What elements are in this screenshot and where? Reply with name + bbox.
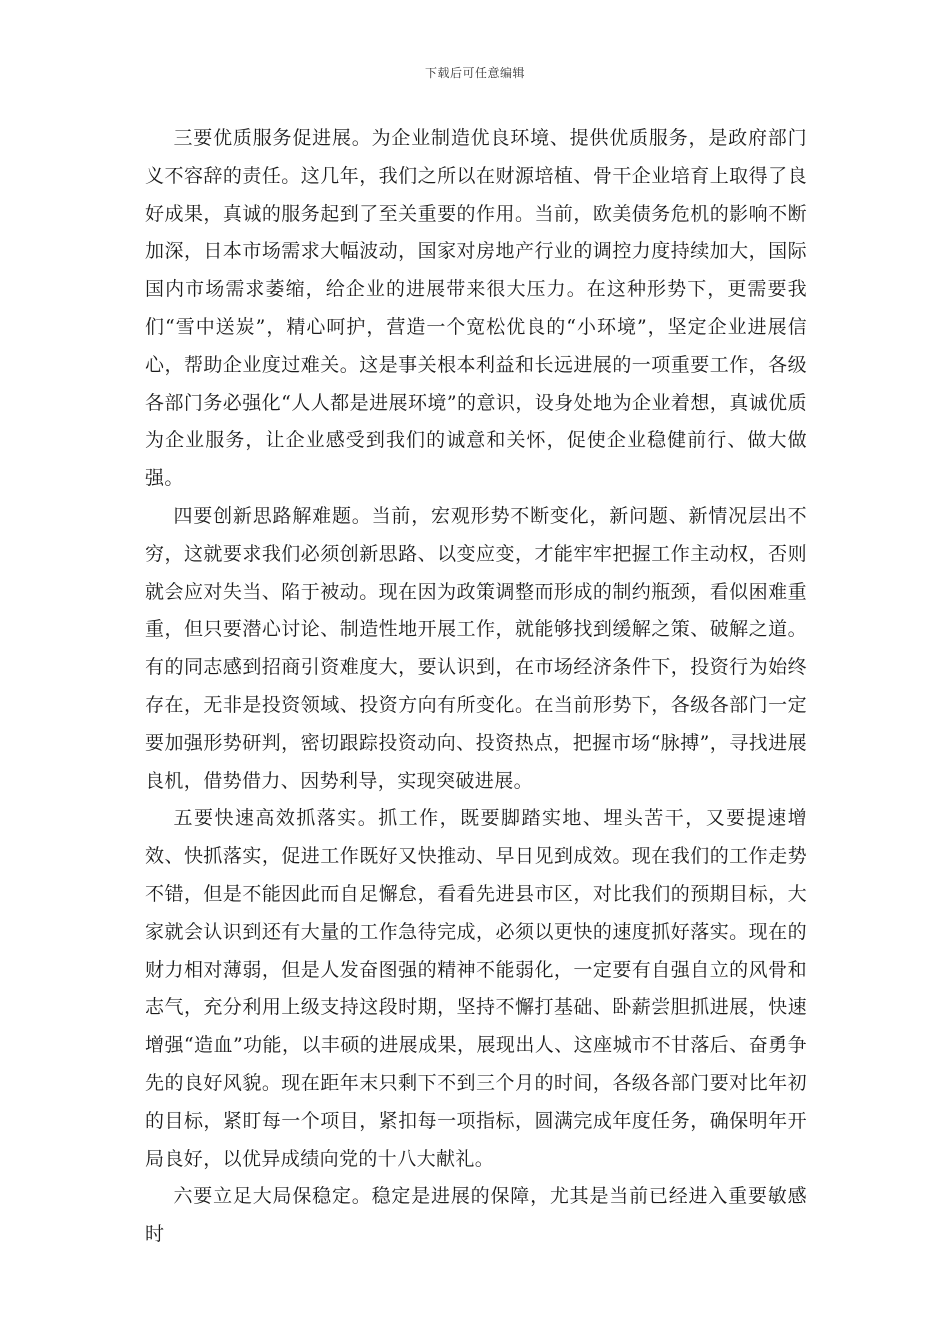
page-header-note: 下载后可任意编辑 — [424, 66, 525, 80]
paragraph-implementation: 五要快速高效抓落实。抓工作，既要脚踏实地、埋头苦干，又要提速增效、快抓落实，促进工作既好又快推动、早日见到成效。现在我们的工作走势不错，但是不能因此而自足懈怠，看看先进县市区，对比我们的预期目标，大家就会认识到还有大量的工作急待完成，必须以更快的速度抓好落实。现在的财力相对薄弱，但是人发奋图强的精神不能弱化，一定要有自强自立的风骨和志气，充分利用上级支持这段时期，坚持不懈打基础、卧薪尝胆抓进展，快速增强“造血”功能，以丰硕的进展成果，展现出人、这座城市不甘落后、奋勇争先的良好风貌。现在距年末只剩下不到三个月的时间，各级各部门要对比年初的目标，紧盯每一个项目，紧扣每一项指标，圆满完成年度任务，确保明年开局良好，以优异成绩向党的十八大献礼。 — [145, 807, 807, 1170]
paragraph-stability: 六要立足大局保稳定。稳定是进展的保障，尤其是当前已经进入重要敏感时 — [145, 1185, 807, 1246]
paragraph-innovation: 四要创新思路解难题。当前，宏观形势不断变化，新问题、新情况层出不穷，这就要求我们必须创新思路、以变应变，才能牢牢把握工作主动权，否则就会应对失当、陷于被动。现在因为政策调整而形成的制约瓶颈，看似困难重重，但只要潜心讨论、制造性地开展工作，就能够找到缓解之策、破解之道。有的同志感到招商引资难度大，要认识到，在市场经济条件下，投资行为始终存在，无非是投资领域、投资方向有所变化。在当前形势下，各级各部门一定要加强形势研判，密切跟踪投资动向、投资热点，把握市场“脉搏”，寻找进展良机，借势借力、因势利导，实现突破进展。 — [145, 504, 807, 792]
document-body — [145, 120, 807, 1254]
paragraph-service: 三要优质服务促进展。为企业制造优良环境、提供优质服务，是政府部门义不容辞的责任。这几年，我们之所以在财源培植、骨干企业培育上取得了良好成果，真诚的服务起到了至关重要的作用。当前，欧美债务危机的影响不断加深，日本市场需求大幅波动，国家对房地产行业的调控力度持续加大，国际国内市场需求萎缩，给企业的进展带来很大压力。在这种形势下，更需要我们“雪中送炭”，精心呵护，营造一个宽松优良的“小环境”，坚定企业进展信心，帮助企业度过难关。这是事关根本利益和长远进展的一项重要工作，各级各部门务必强化“人人都是进展环境”的意识，设身处地为企业着想，真诚优质为企业服务，让企业感受到我们的诚意和关怀，促使企业稳健前行、做大做强。 — [145, 127, 807, 490]
